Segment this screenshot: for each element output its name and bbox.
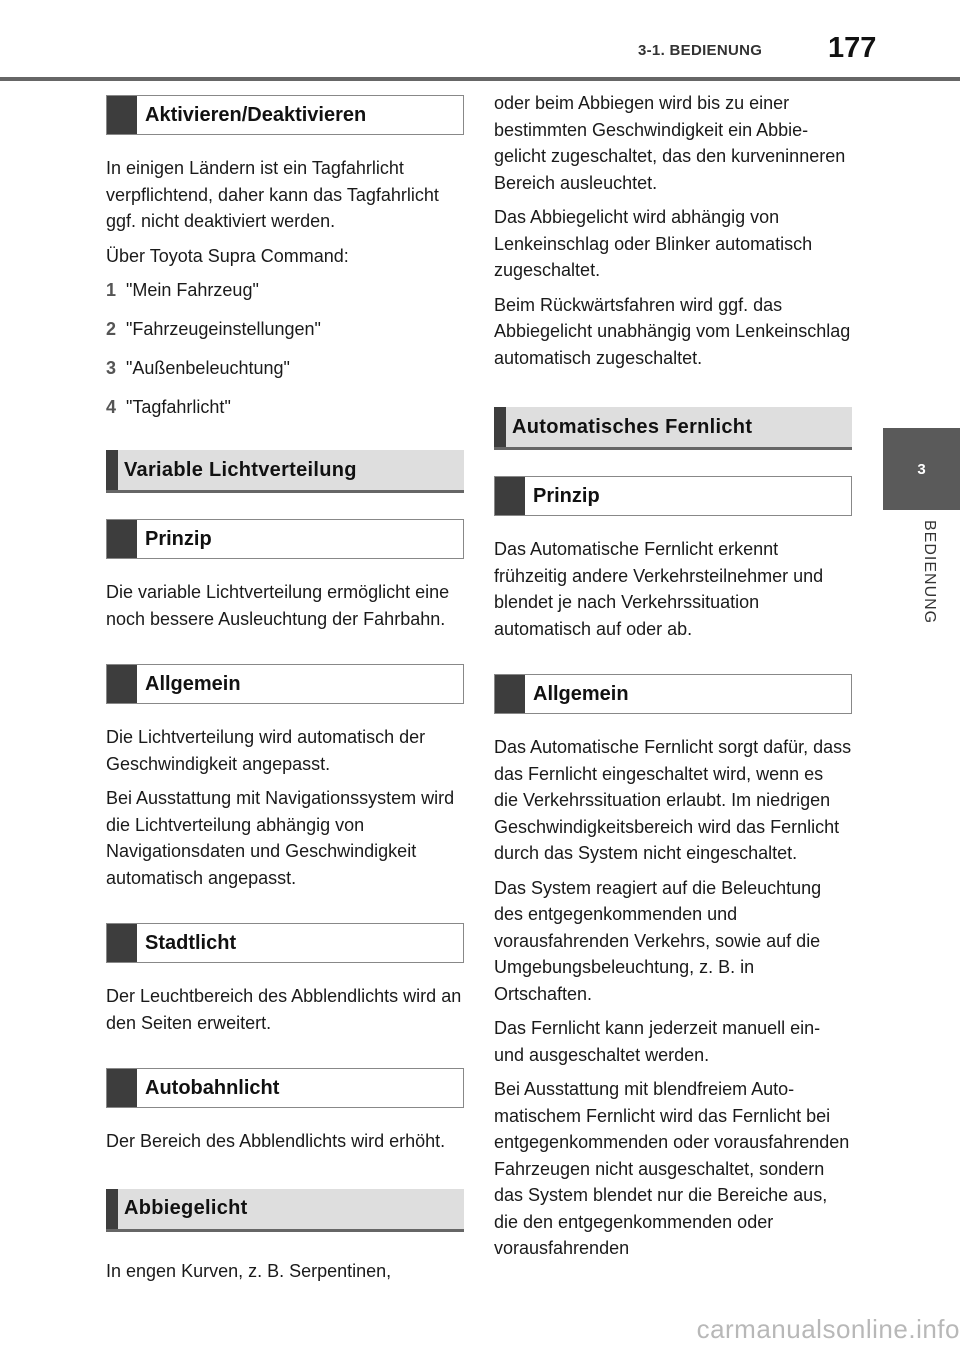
paragraph: In einigen Ländern ist ein Tagfahrlicht verpflichtend, daher kann das Tagfahrlicht ggf. nicht deaktiviert werden. <box>106 158 439 231</box>
paragraph: Der Leuchtbereich des Abblendlichts wird an den Seiten erweitert. <box>106 986 462 1033</box>
heading-marker <box>107 96 137 134</box>
paragraph: Das Abbiegelicht wird abhängig von Lenkeinschlag oder Blinker automatisch zugeschaltet. <box>494 207 813 280</box>
paragraph: Beim Rückwärtsfahren wird ggf. das Abbiegelicht unabhängig vom Lenkeinschlag automatisch zugeschaltet. <box>494 294 851 368</box>
paragraph: Das System reagiert auf die Beleuchtung des entgegenkommenden und vorausfahrenden Verkehrs, sowie auf die Umgebungsbeleuchtung, z. B. in Ortschaften. <box>494 877 822 1004</box>
paragraph: Das Automatische Fernlicht sorgt dafür, dass das Fernlicht eingeschaltet wird, wenn es die Verkehrssituation erlaubt. Im niedrigen Geschwindigkeitsbereich wird das Fernlicht durch das System nicht eingeschaltet. <box>494 737 852 863</box>
step-item: 1 "Mein Fahrzeug" <box>106 280 259 300</box>
heading-aktivieren: Aktivieren/Deaktivieren <box>106 95 464 135</box>
heading-marker <box>107 665 137 703</box>
section-title: 3-1. BEDIENUNG <box>638 42 763 59</box>
paragraph: oder beim Abbiegen wird bis zu einer bestimmten Geschwindigkeit ein Abbiegelicht zugeschaltet, das den kurveninneren Bereich ausleuchtet. <box>494 93 846 193</box>
heading-automatisches-fernlicht: Automatisches Fernlicht <box>494 407 852 450</box>
heading-marker <box>495 675 525 713</box>
header-rule <box>0 77 960 81</box>
heading-marker <box>494 407 506 447</box>
paragraph: Über Toyota Supra Command: <box>106 245 349 266</box>
paragraph: Die Lichtverteilung wird automatisch der Geschwindigkeit angepasst. <box>106 727 426 774</box>
chapter-tab[interactable] <box>883 428 960 510</box>
paragraph: In engen Kurven, z. B. Serpentinen, <box>106 1260 392 1281</box>
heading-stadtlicht: Stadtlicht <box>106 923 464 963</box>
heading-allgemein: Allgemein <box>494 674 852 714</box>
step-item: 2 "Fahrzeugeinstellungen" <box>106 319 321 339</box>
heading-abbiegelicht: Abbiegelicht <box>106 1189 464 1232</box>
right-column <box>494 90 852 1270</box>
left-column <box>106 90 464 1292</box>
heading-marker <box>107 520 137 558</box>
heading-marker <box>106 450 118 490</box>
step-item: 3 "Außenbeleuchtung" <box>106 358 290 378</box>
paragraph: Das Automatische Fernlicht erkennt frühzeitig andere Verkehrsteilnehmer und blendet je nach Verkehrssituation automatisch auf oder ab. <box>494 539 824 639</box>
paragraph: Die variable Lichtverteilung ermöglicht eine noch bessere Ausleuchtung der Fahrbahn. <box>106 582 450 629</box>
heading-autobahnlicht: Autobahnlicht <box>106 1068 464 1108</box>
heading-prinzip: Prinzip <box>494 476 852 516</box>
heading-marker <box>107 924 137 962</box>
heading-marker <box>495 477 525 515</box>
watermark: carmanualsonline.info <box>696 1314 960 1344</box>
step-item: 4 "Tagfahrlicht" <box>106 397 231 417</box>
chapter-label: BEDIENUNG <box>921 520 938 625</box>
heading-allgemein: Allgemein <box>106 664 464 704</box>
heading-prinzip: Prinzip <box>106 519 464 559</box>
paragraph: Bei Ausstattung mit blendfreiem Automatischem Fernlicht wird das Fernlicht bei entgegenkommenden oder vorausfahrenden Fahrzeugen nicht ausgeschaltet, sondern das System blendet nur die Bereiche aus, die den entgegenkommenden oder vorausfahrenden <box>494 1079 850 1258</box>
heading-marker <box>106 1189 118 1229</box>
heading-marker <box>107 1069 137 1107</box>
chapter-number: 3 <box>917 460 926 478</box>
paragraph: Bei Ausstattung mit Navigationssystem wird die Lichtverteilung abhängig von Navigationsdaten und Geschwindigkeit automatisch angepasst. <box>106 788 455 888</box>
page-number: 177 <box>828 32 877 64</box>
heading-variable-lichtverteilung: Variable Lichtverteilung <box>106 450 464 493</box>
paragraph: Das Fernlicht kann jederzeit manuell ein- und ausgeschaltet werden. <box>494 1018 821 1065</box>
paragraph: Der Bereich des Abblendlichts wird erhöht. <box>106 1131 446 1151</box>
